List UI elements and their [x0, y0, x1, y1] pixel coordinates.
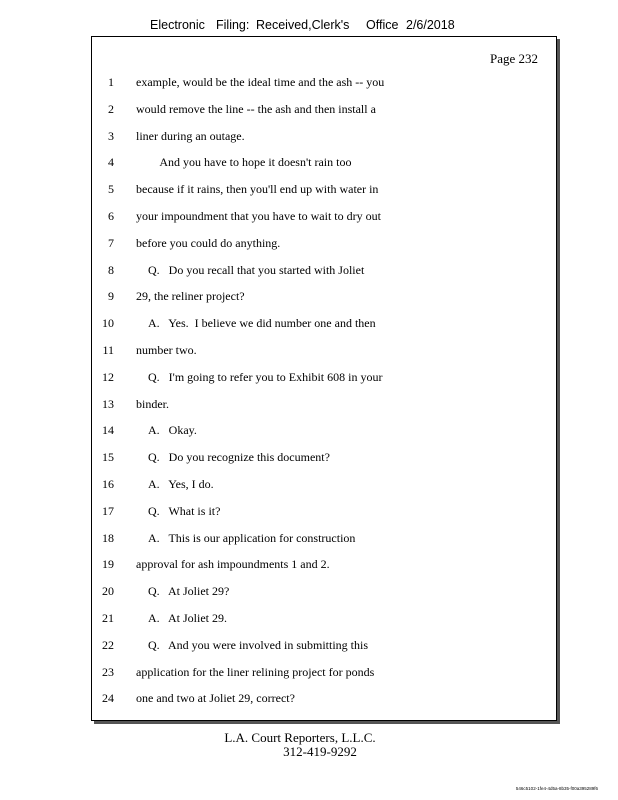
transcript-line	[92, 691, 556, 709]
transcript-line	[92, 611, 556, 629]
line-text: Q. And you were involved in submitting this	[148, 637, 368, 652]
transcript-line	[92, 370, 556, 388]
transcript-line	[92, 182, 556, 200]
footer	[200, 731, 400, 759]
line-text: application for the liner relining project for ponds	[136, 664, 375, 679]
line-text: A. At Joliet 29.	[148, 611, 228, 625]
line-text: A. Okay.	[148, 423, 197, 438]
line-number: 11	[102, 343, 114, 357]
transcript-line	[92, 289, 556, 307]
header-word-filing: Filing:	[216, 18, 250, 32]
line-number: 23	[102, 664, 114, 679]
line-number: 12	[102, 369, 114, 384]
line-number: 24	[102, 691, 114, 706]
line-number: 10	[102, 316, 114, 331]
line-text: would remove the line -- the ash and then install a	[136, 101, 376, 116]
line-text: binder.	[136, 396, 169, 411]
footer-company: L.A. Court Reporters, L.L.C.	[224, 730, 376, 745]
transcript-line	[92, 236, 556, 254]
line-text: liner during an outage.	[136, 128, 245, 143]
line-number: 1	[108, 75, 114, 89]
line-number: 7	[108, 235, 114, 250]
line-text: Q. What is it?	[148, 503, 221, 518]
transcript-line	[92, 75, 556, 93]
transcript-line	[92, 209, 556, 227]
transcript-line	[92, 423, 556, 441]
transcript-line	[92, 343, 556, 361]
line-text: Q. I'm going to refer you to Exhibit 608 in your	[148, 369, 383, 384]
line-number: 13	[102, 396, 114, 411]
line-text: A. This is our application for construction	[148, 530, 356, 545]
line-number: 3	[108, 128, 114, 143]
line-number: 18	[102, 530, 114, 545]
transcript-line	[92, 504, 556, 522]
line-number: 4	[108, 155, 114, 170]
transcript-line	[92, 531, 556, 549]
page-number: Page 232	[489, 51, 538, 66]
transcript-line	[92, 397, 556, 415]
line-text: approval for ash impoundments 1 and 2.	[136, 557, 330, 572]
line-number: 21	[102, 611, 114, 625]
line-text: example, would be the ideal time and the ash -- you	[136, 75, 385, 89]
transcript-line	[92, 557, 556, 575]
line-number: 14	[102, 423, 114, 438]
transcript-line	[92, 102, 556, 120]
line-number: 9	[108, 289, 114, 304]
header-word-received-clerks: Received,Clerk's	[256, 18, 350, 32]
line-number: 22	[102, 637, 114, 652]
transcript-line	[92, 450, 556, 468]
line-number: 19	[102, 557, 114, 572]
transcript-line	[92, 665, 556, 683]
line-text: Q. At Joliet 29?	[148, 584, 230, 599]
line-text: Q. Do you recognize this document?	[148, 450, 330, 465]
line-number: 16	[102, 477, 114, 491]
line-text: And you have to hope it doesn't rain too	[148, 155, 352, 170]
transcript-page	[91, 36, 557, 721]
header-date: 2/6/2018	[406, 18, 455, 32]
transcript-line	[92, 638, 556, 656]
transcript-line	[92, 263, 556, 281]
line-text: one and two at Joliet 29, correct?	[136, 691, 295, 706]
line-text: Q. Do you recall that you started with Joliet	[148, 262, 365, 277]
line-text: A. Yes, I do.	[148, 477, 214, 491]
transcript-line	[92, 155, 556, 173]
transcript-line	[92, 129, 556, 147]
line-text: 29, the reliner project?	[136, 289, 245, 304]
line-number: 17	[102, 503, 114, 518]
line-number: 5	[108, 182, 114, 197]
document-id: 546c5102-1fe4-4d5a-8b35-f00a395289f6	[515, 786, 598, 791]
transcript-line	[92, 477, 556, 495]
header-word-office: Office	[366, 18, 399, 32]
line-text: A. Yes. I believe we did number one and then	[148, 316, 376, 331]
header-word-electronic: Electronic	[150, 18, 205, 32]
line-number: 6	[108, 209, 114, 223]
line-text: number two.	[136, 343, 197, 357]
transcript-line	[92, 584, 556, 602]
line-number: 2	[108, 101, 114, 116]
line-number: 8	[108, 262, 114, 277]
line-number: 15	[102, 450, 114, 465]
line-number: 20	[102, 584, 114, 599]
line-text: before you could do anything.	[136, 235, 281, 250]
line-text: because if it rains, then you'll end up with water in	[136, 182, 379, 197]
line-text: your impoundment that you have to wait to dry out	[136, 209, 381, 223]
transcript-line	[92, 316, 556, 334]
footer-phone: 312-419-9292	[283, 744, 357, 759]
